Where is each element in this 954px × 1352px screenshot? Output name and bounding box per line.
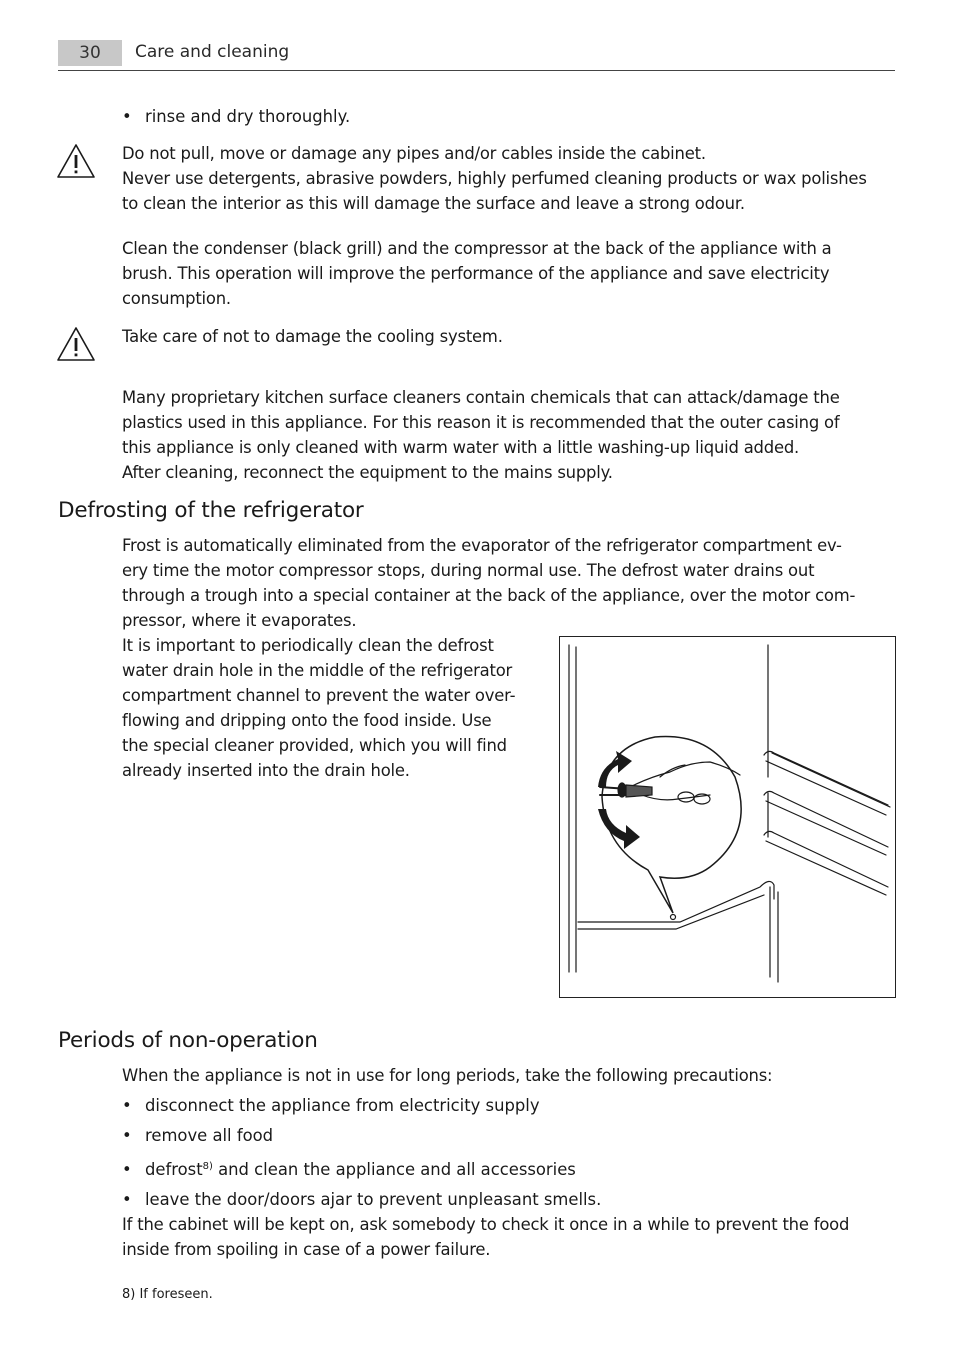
defrost-drain-cleaning-illustration [559, 636, 896, 998]
warning-triangle-icon [56, 326, 96, 362]
bullet-marker: • [122, 1190, 132, 1209]
list-item-text: disconnect the appliance from electricity supply [145, 1096, 540, 1115]
condenser-paragraph: Clean the condenser (black grill) and the compressor at the back of the appliance with a brush. This operation will improve the performance of the appliance and save electricity consumption. [122, 239, 832, 308]
defrost-drain-paragraph: It is important to periodically clean the defrost water drain hole in the middle of the refrigerator compartment channel to prevent the water over- flowing and dripping onto the food inside. Use the special cleaner provided, which you will find already inserted into the drain hole. [122, 636, 516, 780]
list-item-text: remove all food [145, 1126, 274, 1145]
list-item-text: defrost [145, 1160, 203, 1179]
warning-text-cooling: Take care of not to damage the cooling system. [122, 327, 503, 346]
defrost-paragraph: Frost is automatically eliminated from the evaporator of the refrigerator compartment ev- ery time the motor compressor stops, during normal use. The defrost water drains out through a trough into a special container at the back of the appliance, over the motor com- pressor, where it evaporates. [122, 536, 856, 630]
footnote-reference: 8) [202, 1161, 213, 1172]
bullet-marker: • [122, 107, 132, 126]
list-item [122, 1157, 576, 1182]
page-number: 30 [58, 40, 122, 66]
list-item [122, 1123, 273, 1148]
bullet-marker: • [122, 1160, 132, 1179]
list-item [122, 1093, 540, 1118]
list-item-text: rinse and dry thoroughly. [145, 107, 351, 126]
list-item-text: and clean the appliance and all accessories [212, 1160, 576, 1179]
header-divider [58, 70, 895, 71]
heading-defrosting: Defrosting of the refrigerator [58, 498, 364, 523]
list-item [122, 104, 350, 129]
cleaners-paragraph: Many proprietary kitchen surface cleaners contain chemicals that can attack/damage the plastics used in this appliance. For this reason it is recommended that the outer casing of this appliance is only cleaned with warm water with a little washing-up liquid added. After cleaning, reconnect the equipment to the mains supply. [122, 388, 840, 482]
non-operation-outro: If the cabinet will be kept on, ask somebody to check it once in a while to prevent the food inside from spoiling in case of a power failure. [122, 1215, 850, 1259]
list-item-text: leave the door/doors ajar to prevent unpleasant smells. [145, 1190, 602, 1209]
warning-triangle-icon [56, 143, 96, 179]
non-operation-intro: When the appliance is not in use for long periods, take the following precautions: [122, 1066, 773, 1085]
bullet-marker: • [122, 1126, 132, 1145]
heading-non-operation: Periods of non-operation [58, 1028, 318, 1053]
list-item [122, 1187, 601, 1212]
footnote: 8) If foreseen. [122, 1287, 213, 1302]
section-title: Care and cleaning [135, 42, 290, 62]
warning-text-pipes: Do not pull, move or damage any pipes and/or cables inside the cabinet. Never use detergents, abrasive powders, highly perfumed cleaning products or wax polishes to clean the interior as this will damage the surface and leave a strong odour. [122, 144, 867, 213]
bullet-marker: • [122, 1096, 132, 1115]
